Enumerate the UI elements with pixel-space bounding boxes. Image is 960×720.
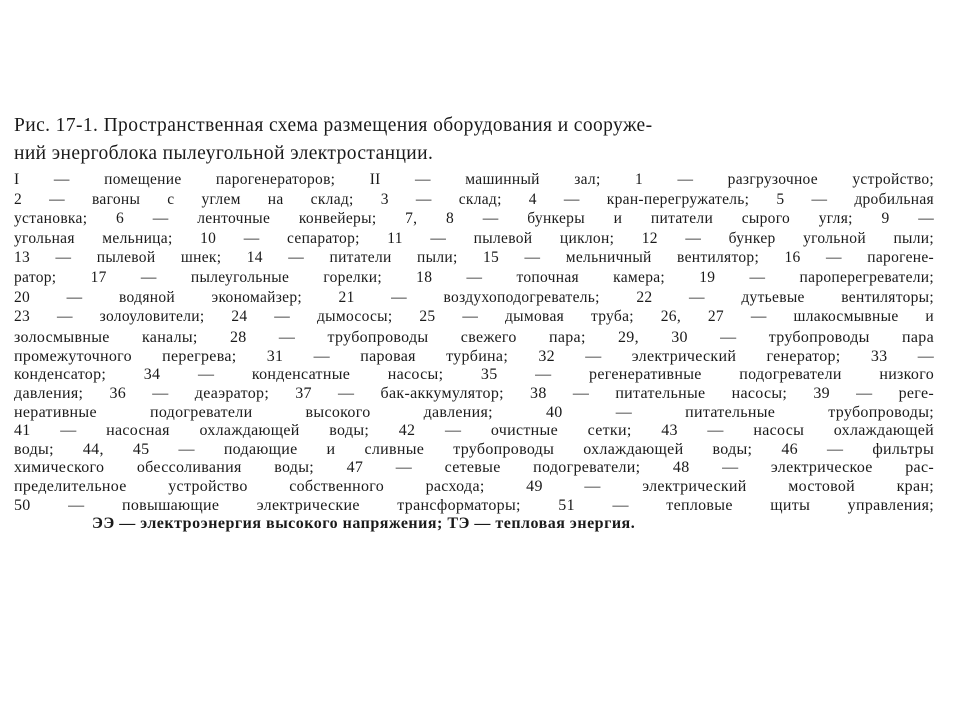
legend-line: 2 — вагоны с углем на склад; 3 — склад; 4 — кран-перегружатель; 5 — дробильная [14, 190, 934, 208]
legend-line: угольная мельница; 10 — сепаратор; 11 — пылевой циклон; 12 — бункер угольной пыли; [14, 229, 934, 247]
legend-line: 50 — повышающие электрические трансформаторы; 51 — тепловые щиты управления; [14, 496, 934, 514]
legend-line: химического обессоливания воды; 47 — сетевые подогреватели; 48 — электрическое рас- [14, 459, 934, 477]
legend-line: 13 — пылевой шнек; 14 — питатели пыли; 15 — мельничный вентилятор; 16 — парогене- [14, 249, 934, 267]
legend-line: неративные подогреватели высокого давления; 40 — питательные трубопроводы; [14, 403, 934, 421]
figure-caption-area [14, 112, 934, 534]
caption-line: ний энергоблока пылеугольной электростанции. [14, 143, 434, 164]
figure-caption [14, 112, 934, 168]
legend-line: I — помещение парогенераторов; II — машинный зал; 1 — разгрузочное устройство; [14, 171, 934, 188]
legend-line: установка; 6 — ленточные конвейеры; 7, 8 — бункеры и питатели сырого угля; 9 — [14, 210, 934, 228]
legend-block-bottom [14, 329, 934, 534]
caption-line: Рис. 17-1. Пространственная схема размещения оборудования и сооруже- [14, 115, 653, 136]
legend-line: 20 — водяной экономайзер; 21 — воздухоподогреватель; 22 — дутьевые вентиляторы; [14, 288, 934, 306]
legend-line: пределительное устройство собственного расхода; 49 — электрический мостовой кран; [14, 477, 934, 495]
legend-line: давления; 36 — деаэратор; 37 — бак-аккумулятор; 38 — питательные насосы; 39 — реге- [14, 384, 934, 402]
legend-line: золосмывные каналы; 28 — трубопроводы свежего пара; 29, 30 — трубопроводы пара [14, 329, 934, 347]
legend-line: конденсатор; 34 — конденсатные насосы; 35 — регенеративные подогреватели низкого [14, 366, 934, 384]
legend-line: ратор; 17 — пылеугольные горелки; 18 — топочная камера; 19 — пароперегреватели; [14, 268, 934, 286]
legend-block-top [14, 170, 934, 326]
legend-line: 41 — насосная охлаждающей воды; 42 — очистные сетки; 43 — насосы охлаждающей [14, 422, 934, 440]
legend-line-cut: 23 — золоуловители; 24 — дымососы; 25 — дымовая труба; 26, 27 — шлакосмывные и [14, 308, 934, 326]
legend-line: промежуточного перегрева; 31 — паровая турбина; 32 — электрический генератор; 33 — [14, 347, 934, 365]
legend-line-final: ЭЭ — электроэнергия высокого напряжения; ТЭ — тепловая энергия. [92, 515, 636, 533]
legend-line: воды; 44, 45 — подающие и сливные трубопроводы охлаждающей воды; 46 — фильтры [14, 440, 934, 458]
